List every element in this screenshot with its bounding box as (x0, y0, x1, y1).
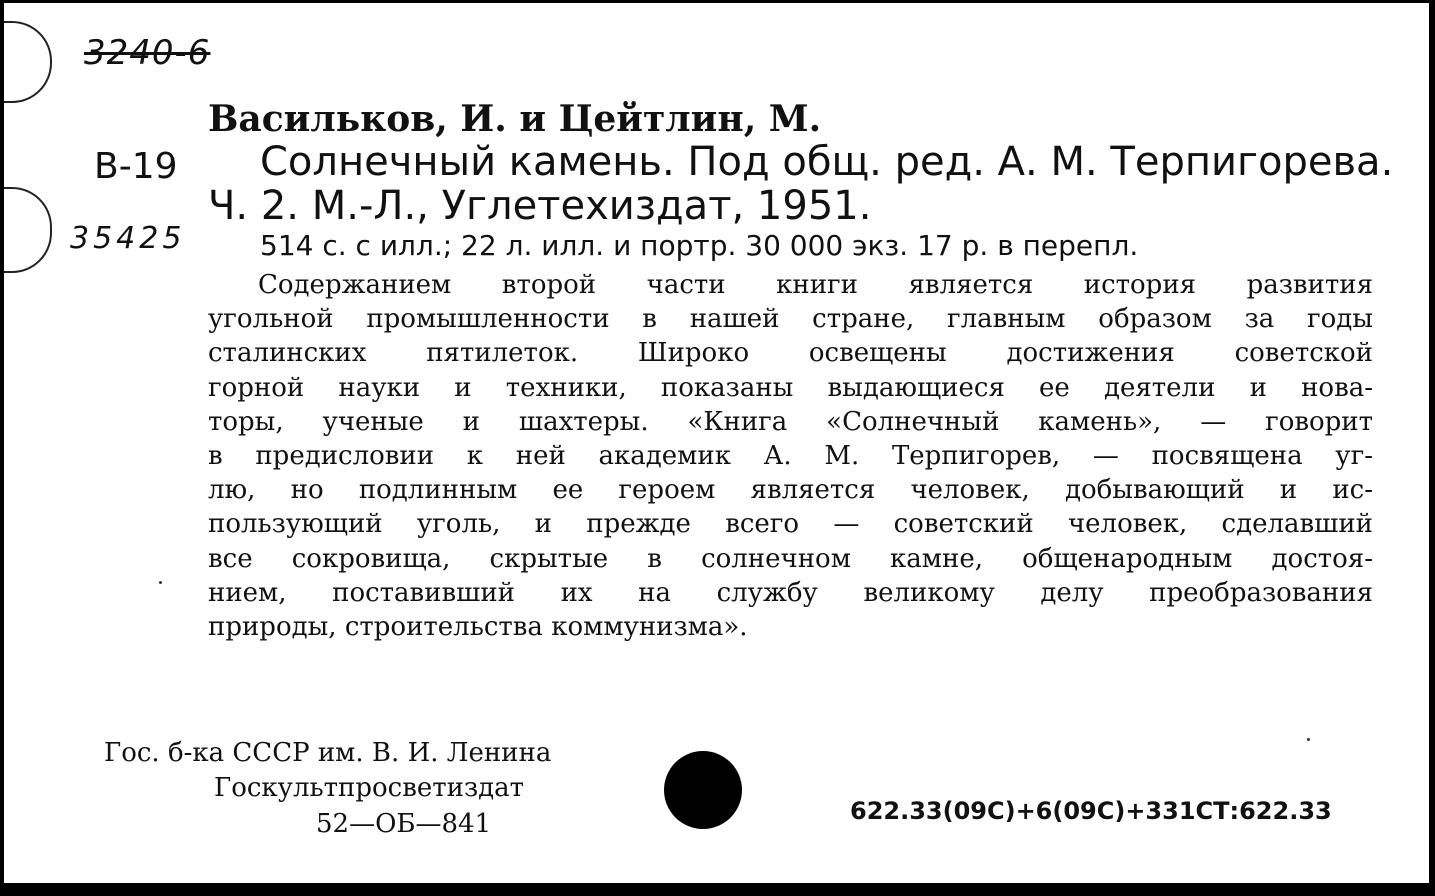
handwritten-inventory-number: 3240-6 (84, 33, 211, 73)
speck (1307, 738, 1310, 741)
speck (159, 581, 162, 584)
catalog-card (4, 3, 1429, 883)
shelfmark: В-19 (94, 146, 178, 187)
classification-code: 622.33(09С)+6(09С)+331СТ:622.33 (850, 797, 1332, 825)
annotation-line: природы, строительства коммунизма». (208, 611, 748, 642)
annotation (208, 268, 1373, 644)
handwritten-bracket-top (4, 21, 52, 103)
annotation-line: лю, но подлинным ее героем является человек, добывающий и ис- (208, 475, 1373, 506)
author-heading: Васильков, И. и Цейтлин, М. (208, 98, 822, 140)
annotation-line: угольной промышленности в нашей стране, главным образом за годы (208, 304, 1373, 335)
title-line: Солнечный камень. Под общ. ред. А. М. Терпигорева. (260, 139, 1394, 185)
annotation-line: все сокровища, скрытые в солнечном камне, общенародным достоя- (208, 543, 1373, 574)
annotation-line: горной науки и техники, показаны выдающиеся ее деятели и нова- (208, 372, 1373, 403)
handwritten-accession-number: 35425 (70, 221, 186, 256)
publication-line: Ч. 2. М.-Л., Углетехиздат, 1951. (208, 183, 872, 229)
imprint-library: Гос. б-ка СССР им. В. И. Ленина (104, 738, 552, 768)
imprint-publisher: Госкультпросветиздат (214, 773, 525, 803)
annotation-line: торы, ученые и шахтеры. «Книга «Солнечный камень», — говорит (208, 406, 1373, 437)
annotation-line: в предисловии к ней академик А. М. Терпигорев, — посвящена уг- (208, 440, 1373, 471)
handwritten-bracket-middle (4, 187, 52, 273)
annotation-line: Содержанием второй части книги является история развития (258, 270, 1373, 300)
annotation-line: сталинских пятилеток. Широко освещены достижения советской (208, 338, 1373, 369)
annotation-line: нием, поставивший их на службу великому делу преобразования (208, 577, 1373, 608)
annotation-line: пользующий уголь, и прежде всего — советский человек, сделавший (208, 509, 1373, 540)
punch-hole (664, 751, 742, 829)
physical-description: 514 с. с илл.; 22 л. илл. и портр. 30 000 экз. 17 р. в перепл. (260, 229, 1139, 262)
imprint-order-number: 52—ОБ—841 (316, 809, 492, 839)
